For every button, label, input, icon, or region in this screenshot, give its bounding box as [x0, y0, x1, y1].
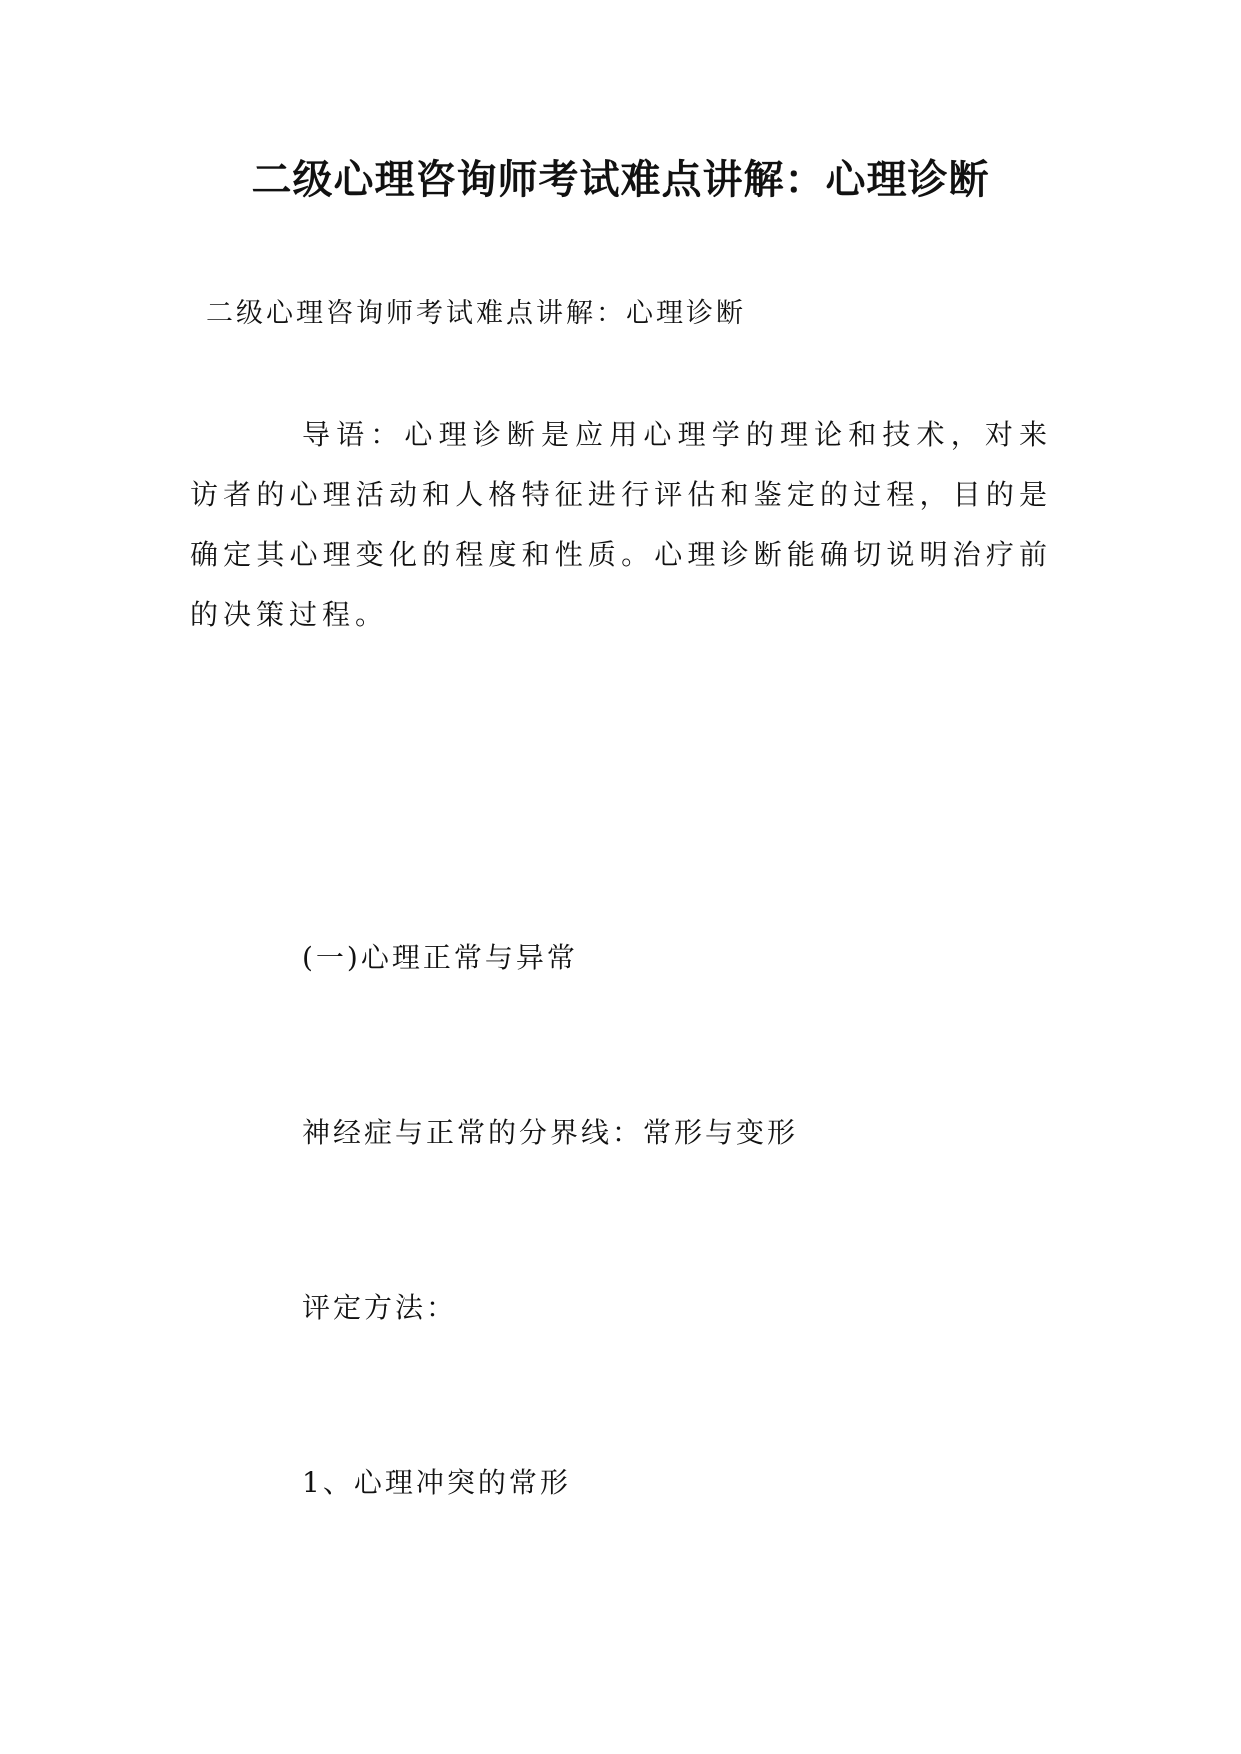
document-subtitle: 二级心理咨询师考试难点讲解：心理诊断: [206, 298, 746, 329]
intro-paragraph: 导语：心理诊断是应用心理学的理论和技术，对来访者的心理活动和人格特征进行评估和鉴定的过程，目的是确定其心理变化的程度和性质。心理诊断能确切说明治疗前的决策过程。: [190, 418, 1052, 631]
document-title: 二级心理咨询师考试难点讲解：心理诊断: [251, 157, 990, 203]
evaluation-method-paragraph: 评定方法：: [302, 1291, 458, 1324]
conflict-normal-form-paragraph: 1、心理冲突的常形: [302, 1466, 571, 1499]
neurosis-boundary-paragraph: 神经症与正常的分界线：常形与变形: [302, 1116, 799, 1149]
section-heading-normal-abnormal: (一)心理正常与异常: [302, 941, 578, 974]
